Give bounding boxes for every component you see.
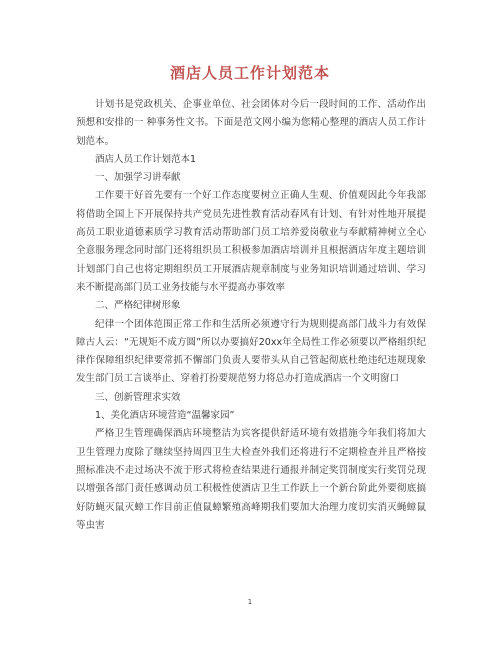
page-number: 1: [247, 598, 253, 606]
section-heading-3: 三、创新管理求实效: [95, 391, 181, 403]
document-body: [76, 96, 426, 535]
body-paragraph-2: 纪律一个团体范围正常工作和生活所必须遵守行为规则提高部门战斗力有效保障古人云：“无规矩不成方圆”所以办要搞好20xx年全局性工作必须要以严格组织纪律作保障组织纪律要常抓不懈部门负责人要带头从自己管起彻底杜绝违纪违规现象发生部门员工言谈举止、穿着打扮要规范努力将总办打造成酒店一个文明窗口: [76, 318, 426, 385]
body-paragraph-1: 工作要干好首先要有一个好工作态度要树立正确人生观、价值观因此今年我部将借助全国上下开展保持共产党员先进性教育活动春风有计划、有针对性地开展提高员工职业道德素质学习教育活动帮助部门员工培养爱岗敬业与奉献精神树立全心全意服务理念同时部门还将组织员工积极参加酒店培训并且根据酒店年度主题培训计划部门自己也将定期组织员工开展酒店规章制度与业务知识培训通过培训、学习来不断提高部门员工业务技能与水平提高办事效率: [76, 190, 426, 293]
intro-paragraph: 计划书是党政机关、企事业单位、社会团体对今后一段时间的工作、活动作出预想和安排的一 种事务性文书。下面是范文网小编为您精心整理的酒店人员工作计划范本。: [76, 99, 426, 147]
body-paragraph-3: 严格卫生管理确保酒店环境整洁为宾客提供舒适环境有效措施今年我们将加大卫生管理力度除了继续坚持周四卫生大检查外我们还将进行不定期检查并且严格按照标准决不走过场决不流于形式将检查结果进行通报并制定奖罚制度实行奖罚兑现以增强各部门责任感调动员工积极性使酒店卫生工作跃上一个新台阶此外要彻底搞好防蝇灭鼠灭蟑工作目前正值鼠蟑繁殖高峰期我们要加大治理力度切实消灭蝇蟑鼠等虫害: [76, 428, 426, 531]
sub-heading-1: 1、美化酒店环境营造“温馨家园”: [95, 410, 235, 422]
section-subtitle: 酒店人员工作计划范本1: [95, 153, 197, 165]
section-heading-1: 一、加强学习讲奉献: [95, 172, 181, 184]
document-title: 酒店人员工作计划范本: [169, 64, 330, 82]
section-heading-2: 二、严格纪律树形象: [95, 300, 181, 312]
